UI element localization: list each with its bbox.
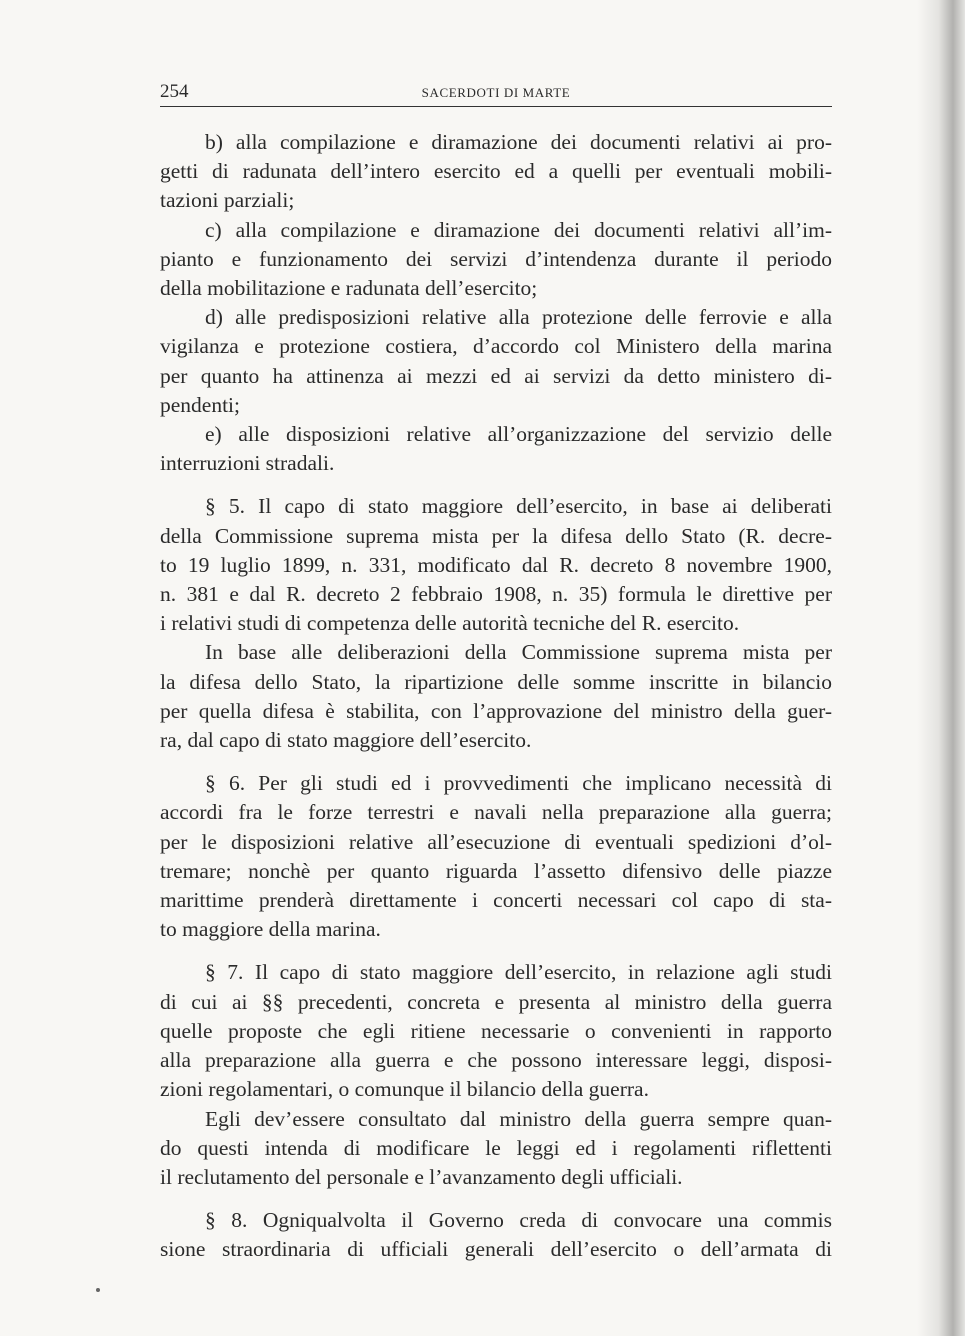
text-line: della mobilitazione e radunata dell’esercito; [160,276,538,301]
text-line: c) alla compilazione e diramazione dei documenti relativi all’im- [205,217,832,242]
text-line: della Commissione suprema mista per la difesa dello Stato (R. decre- [160,523,832,548]
text-line: la difesa dello Stato, la ripartizione delle somme inscritte in bilancio [160,669,832,694]
paragraph-item-b [160,128,832,216]
text-line: tremare; nonchè per quanto riguarda l’assetto difensivo delle piazze [160,858,832,883]
page-header [160,80,832,107]
text-line: pianto e funzionamento dei servizi d’intendenza durante il periodo [160,246,832,271]
paragraph-section-7 [160,958,832,1104]
scan-speck [96,1288,100,1292]
paragraph-section-7-cont [160,1105,832,1193]
text-line: i relativi studi di competenza delle autorità tecniche del R. esercito. [160,611,740,636]
text-line: accordi fra le forze terrestri e navali nella preparazione alla guerra; [160,800,832,825]
text-line: marittime prenderà direttamente i concerti necessari col capo di sta- [160,888,832,913]
text-line: d) alle predisposizioni relative alla protezione delle ferrovie e alla [205,305,832,330]
text-line: § 6. Per gli studi ed i provvedimenti che implicano necessità di [205,771,832,796]
text-line: sione straordinaria di ufficiali generali dell’esercito o dell’armata di [160,1237,832,1262]
page-body [160,128,832,1265]
text-line: § 5. Il capo di stato maggiore dell’esercito, in base ai deliberati [205,494,832,519]
text-line: vigilanza e protezione costiera, d’accordo col Ministero della marina [160,334,832,359]
text-line: interruzioni stradali. [160,451,335,476]
text-line: ra, dal capo di stato maggiore dell’esercito. [160,728,532,753]
text-line: tazioni parziali; [160,188,295,213]
text-line: e) alle disposizioni relative all’organizzazione del servizio delle [205,422,832,447]
text-line: § 8. Ogniqualvolta il Governo creda di convocare una commis [205,1208,832,1233]
text-line: b) alla compilazione e diramazione dei documenti relativi ai pro- [205,130,832,154]
text-line: di cui ai §§ precedenti, concreta e presenta al ministro della guerra [160,989,832,1014]
text-line: to 19 luglio 1899, n. 331, modificato dal R. decreto 8 novembre 1900, [160,552,832,577]
text-line: zioni regolamentari, o comunque il bilancio della guerra. [160,1077,649,1102]
paragraph-section-5-cont [160,638,832,755]
text-line: alla preparazione alla guerra e che possono interessare leggi, disposi- [160,1048,832,1073]
paragraph-item-d [160,303,832,420]
page-gutter-shadow [917,0,965,1336]
paragraph-item-e [160,420,832,478]
paragraph-section-6 [160,769,832,944]
text-line: to maggiore della marina. [160,917,381,942]
text-line: In base alle deliberazioni della Commissione suprema mista per [205,640,832,665]
running-title: SACERDOTI DI MARTE [421,85,571,100]
text-line: do questi intenda di modificare le leggi ed i regolamenti riflettenti [160,1135,832,1160]
paragraph-item-c [160,216,832,304]
text-line: getti di radunata dell’intero esercito ed a quelli per eventuali mobili- [160,159,832,184]
text-line: per quella difesa è stabilita, con l’approvazione del ministro della guer- [160,698,832,723]
text-line: n. 381 e dal R. decreto 2 febbraio 1908, n. 35) formula le direttive per [160,582,832,607]
text-line: § 7. Il capo di stato maggiore dell’esercito, in relazione agli studi [205,960,832,985]
text-line: il reclutamento del personale e l’avanzamento degli ufficiali. [160,1164,683,1189]
text-line: quelle proposte che egli ritiene necessarie o convenienti in rapporto [160,1018,832,1043]
text-line: Egli dev’essere consultato dal ministro della guerra sempre quan- [205,1106,832,1131]
page-number: 254 [160,81,189,102]
text-line: pendenti; [160,392,241,417]
text-line: per quanto ha attinenza ai mezzi ed ai servizi da detto ministero di- [160,363,832,388]
paragraph-section-5 [160,492,832,638]
paragraph-section-8 [160,1206,832,1264]
text-line: per le disposizioni relative all’esecuzione di eventuali spedizioni d’ol- [160,829,832,854]
